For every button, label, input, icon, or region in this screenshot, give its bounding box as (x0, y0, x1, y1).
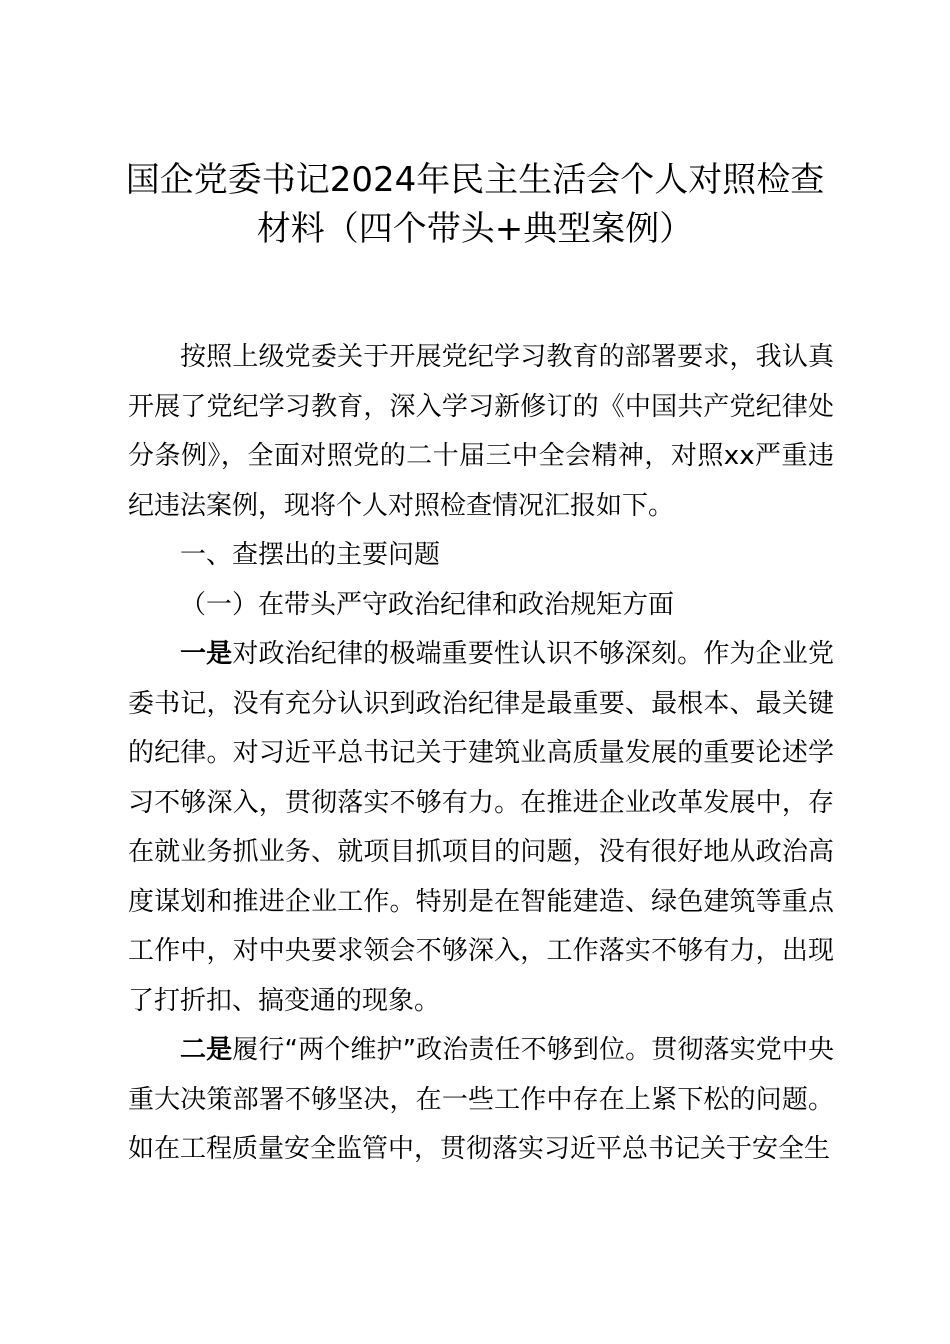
document-body (128, 333, 834, 1175)
section-heading (128, 531, 834, 581)
intro-paragraph (128, 333, 834, 531)
paragraph-text: 履行“两个维护”政治责任不够到位。贯彻落实党中央重大决策部署不够坚决，在一些工作中存在上紧下松的问题。如在工程质量安全监管中，贯彻落实习近平总书记关于安全生 (128, 1035, 834, 1164)
subsection-heading-text: （一）在带头严守政治纪律和政治规矩方面 (180, 589, 675, 620)
subsection-heading (128, 581, 834, 631)
document-title: 国企党委书记2024年民主生活会个人对照检查材料（四个带头+典型案例） (125, 160, 825, 249)
paragraph-text: 对政治纪律的极端重要性认识不够深刻。作为企业党委书记，没有充分认识到政治纪律是最重要、最根本、最关键的纪律。对习近平总书记关于建筑业高质量发展的重要论述学习不够深入，贯彻落实不够有力。在推进企业改革发展中，存在就业务抓业务、就项目抓项目的问题，没有很好地从政治高度谋划和推进企业工作。特别是在智能建造、绿色建筑等重点工作中，对中央要求领会不够深入，工作落实不够有力，出现了打折扣、搞变通的现象。 (128, 639, 834, 1016)
section-heading-text: 一、查摆出的主要问题 (180, 540, 441, 570)
point-lead: 二是 (180, 1035, 233, 1065)
point-two-paragraph (128, 1026, 834, 1175)
point-one-paragraph (128, 630, 834, 1026)
paragraph-text: 按照上级党委关于开展党纪学习教育的部署要求，我认真开展了党纪学习教育，深入学习新修订的《中国共产党纪律处分条例》，全面对照党的二十届三中全会精神，对照xx严重违纪违法案例，现将个人对照检查情况汇报如下。 (128, 342, 834, 521)
point-lead: 一是 (180, 639, 233, 669)
